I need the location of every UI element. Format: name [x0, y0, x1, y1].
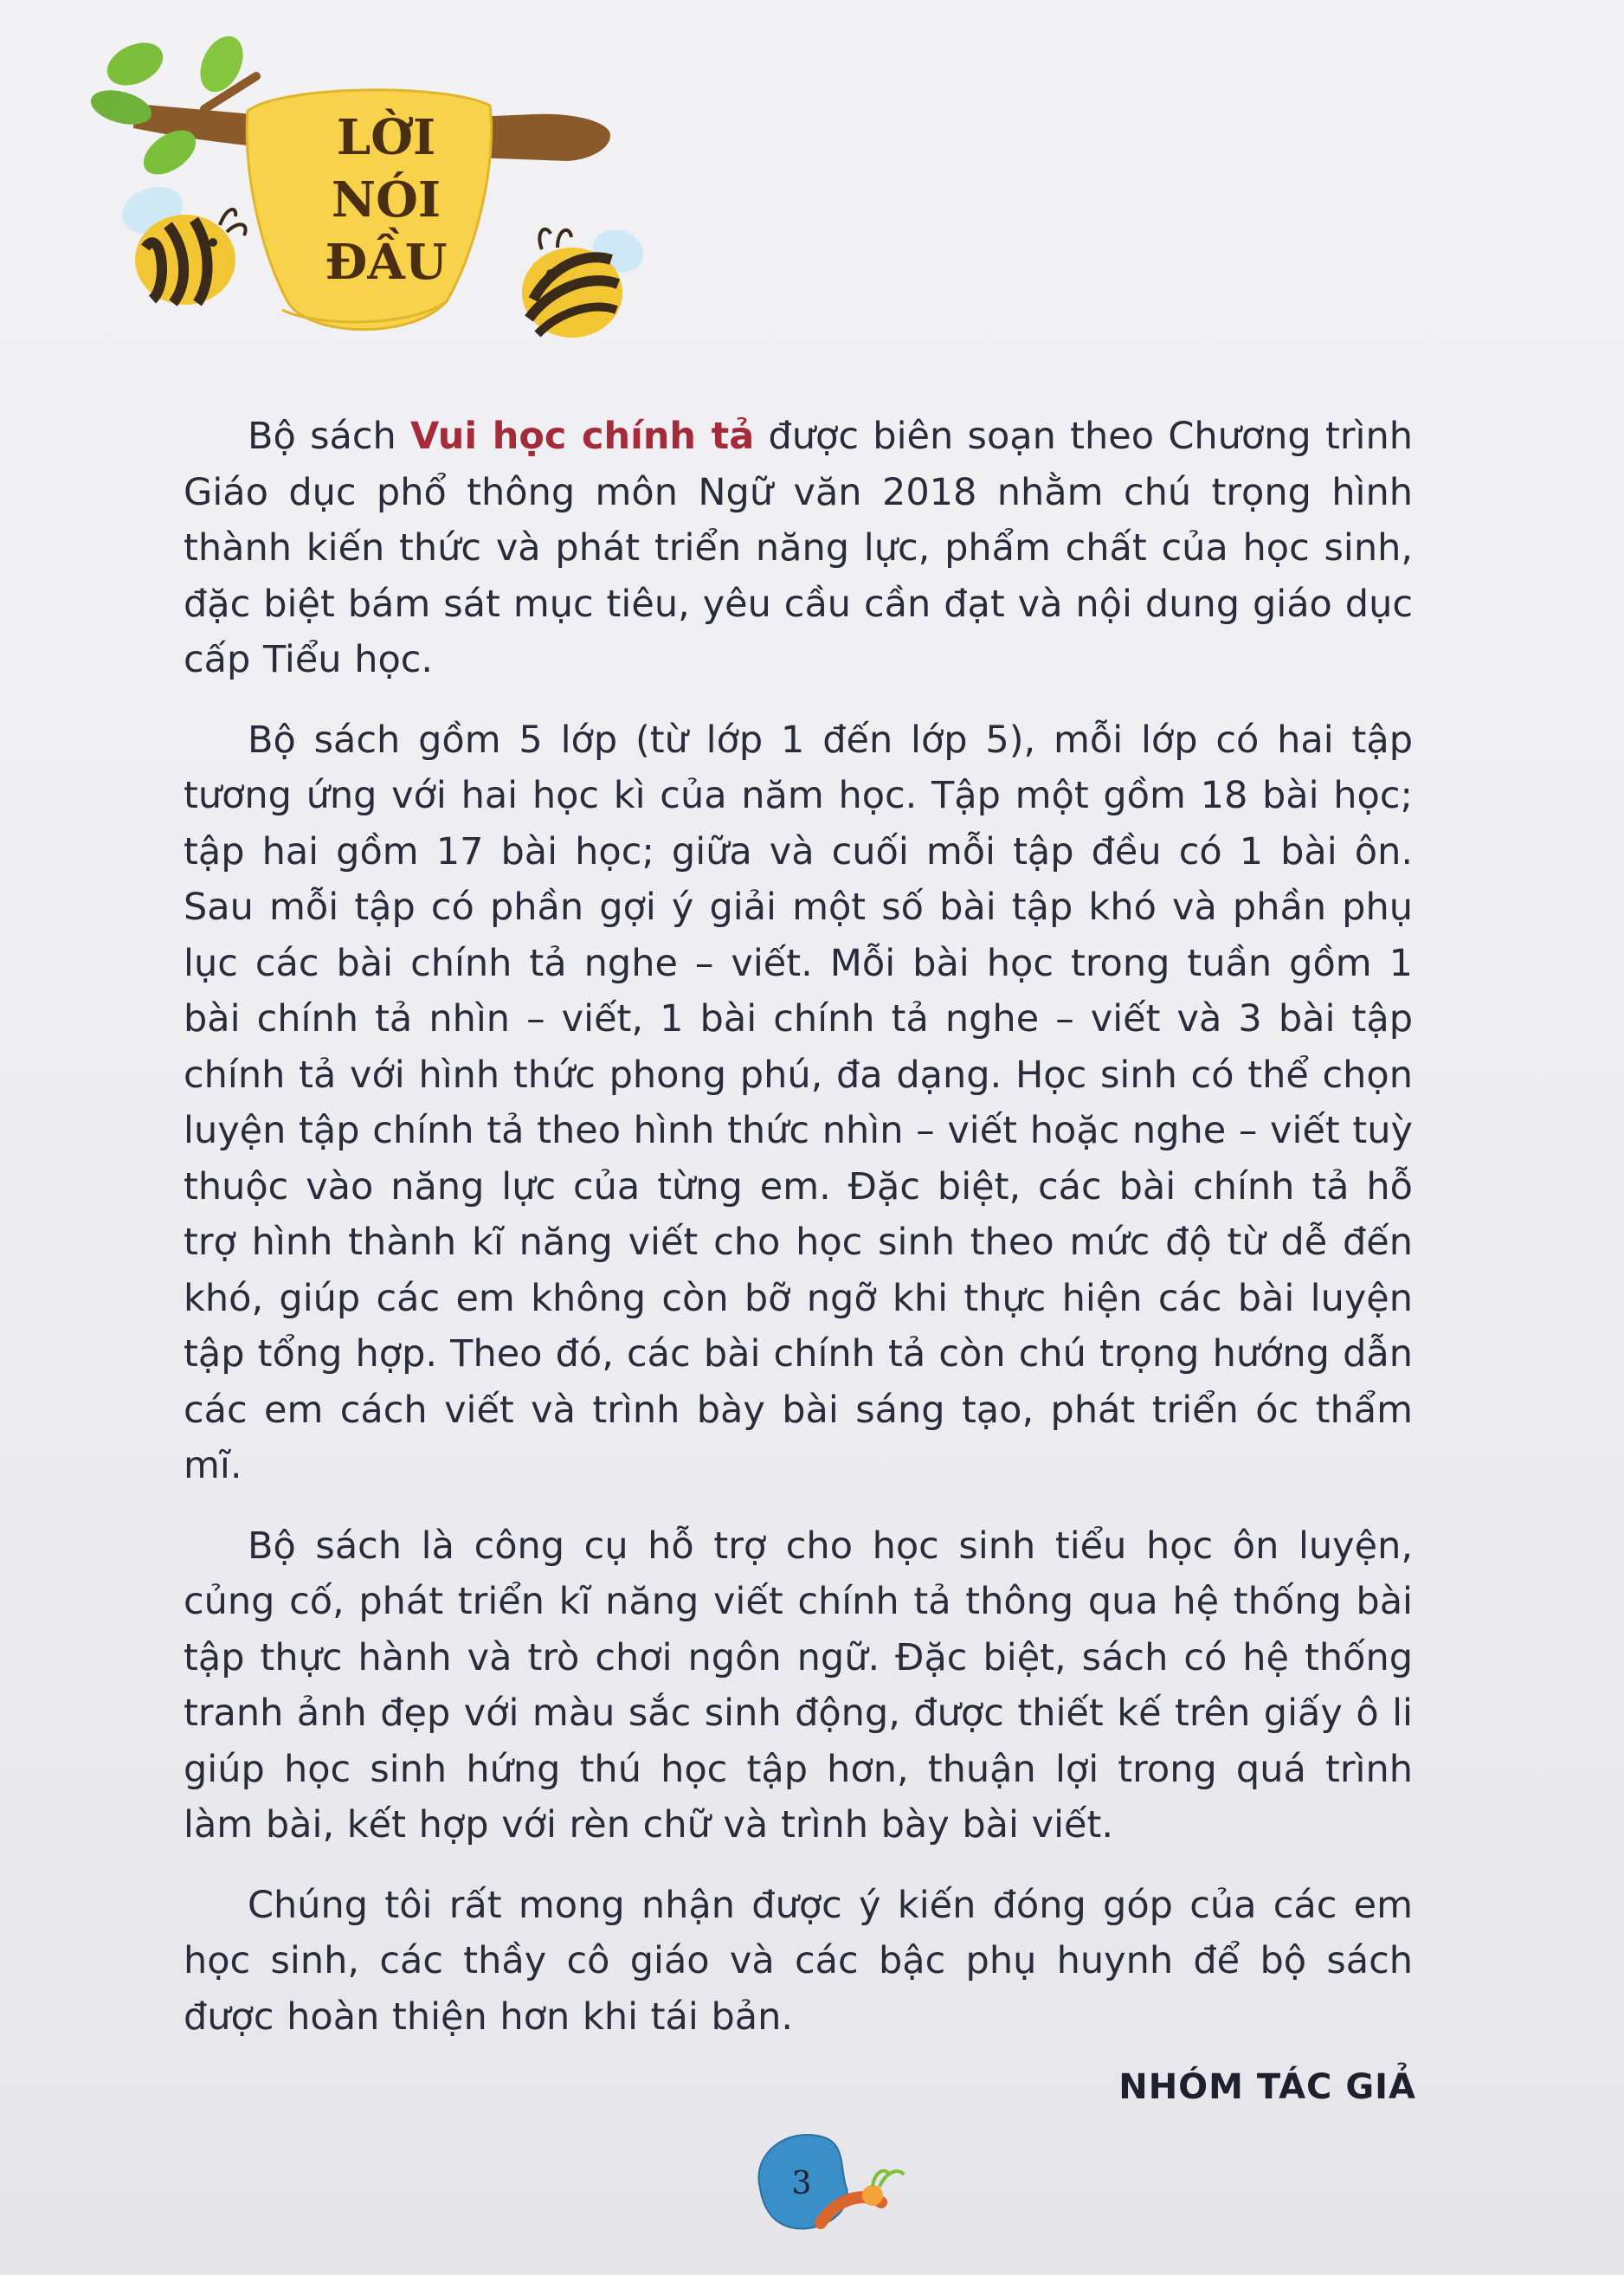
header-illustration: [83, 24, 654, 362]
author-signature: NHÓM TÁC GIẢ: [1118, 2067, 1416, 2107]
paragraph-1-intro: Bộ sách: [248, 415, 411, 458]
title-line-2: NÓI: [331, 171, 441, 229]
paragraph-1: [184, 409, 1413, 688]
paragraph-3: Bộ sách là công cụ hỗ trợ cho học sinh tiểu học ôn luyện, củng cố, phát triển kĩ năng viết chính tả thông qua hệ thống bài tập thực hành và trò chơi ngôn ngữ. Đặc biệt, sách có hệ thống tranh ảnh đẹp với màu sắc sinh động, được thiết kế trên giấy ô li giúp học sinh hứng thú học tập hơn, thuận lợi trong quá trình làm bài, kết hợp với rèn chữ và trình bày bài viết.: [184, 1524, 1413, 1846]
preface-body: [184, 409, 1413, 2069]
paragraph-4: Chúng tôi rất mong nhận được ý kiến đóng góp của các em học sinh, các thầy cô giáo và các bậc phụ huynh để bộ sách được hoàn thiện hơn khi tái bản.: [184, 1883, 1413, 2039]
page-number-decoration: [743, 2119, 916, 2240]
book-series-title: Vui học chính tả: [410, 415, 755, 458]
paragraph-2: Bộ sách gồm 5 lớp (từ lớp 1 đến lớp 5), mỗi lớp có hai tập tương ứng với hai học kì của năm học. Tập một gồm 18 bài học; tập hai gồm 17 bài học; giữa và cuối mỗi tập đều có 1 bài ôn. Sau mỗi tập có phần gợi ý giải một số bài tập khó và phần phụ lục các bài chính tả nghe – viết. Mỗi bài học trong tuần gồm 1 bài chính tả nhìn – viết, 1 bài chính tả nghe – viết và 3 bài tập chính tả với hình thức phong phú, đa dạng. Học sinh có thể chọn luyện tập chính tả theo hình thức nhìn – viết hoặc nghe – viết tuỳ thuộc vào năng lực của từng em. Đặc biệt, các bài chính tả hỗ trợ hình thành kĩ năng viết cho học sinh theo mức độ từ dễ đến khó, giúp các em không còn bỡ ngỡ khi thực hiện các bài luyện tập tổng hợp. Theo đó, các bài chính tả còn chú trọng hướng dẫn các em cách viết và trình bày bài sáng tạo, phát triển óc thẩm mĩ.: [184, 718, 1413, 1487]
bee-right-icon: [522, 222, 649, 338]
paragraph-1-rest: được biên soạn theo Chương trình Giáo dục phổ thông môn Ngữ văn 2018 nhằm chú trọng hình thành kiến thức và phát triển năng lực, phẩm chất của học sinh, đặc biệt bám sát mục tiêu, yêu cầu cần đạt và nội dung giáo dục cấp Tiểu học.: [184, 415, 1413, 681]
leaves: [87, 29, 252, 184]
page-title: [325, 109, 447, 291]
title-line-3: ĐẦU: [325, 234, 448, 291]
page-number: 3: [791, 2166, 812, 2201]
title-line-1: LỜI: [336, 109, 436, 166]
bee-left-icon: [115, 178, 245, 305]
